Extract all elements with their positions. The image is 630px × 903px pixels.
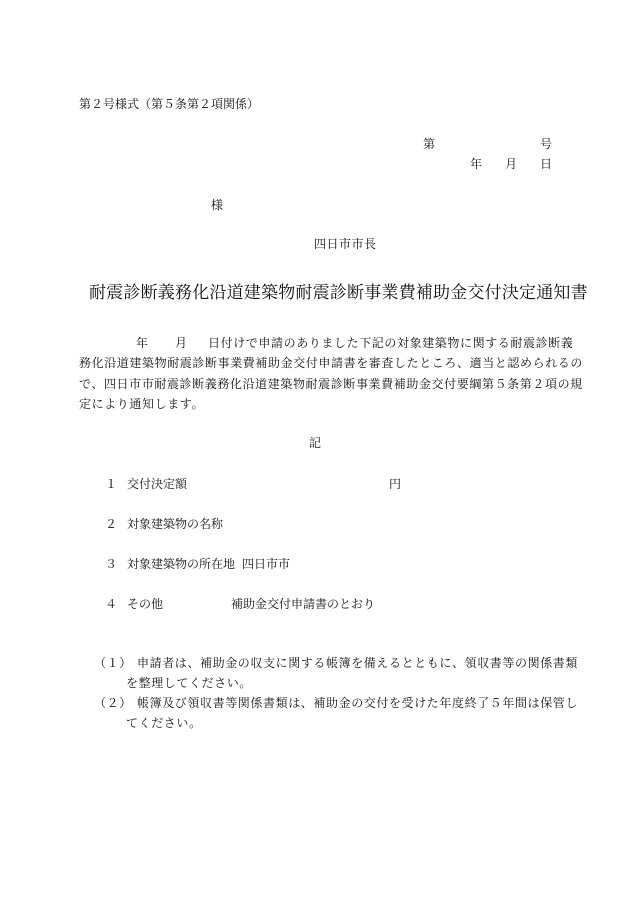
form-label: 第２号様式（第５条第２項関係） bbox=[79, 97, 260, 111]
number-suffix: 号 bbox=[540, 137, 553, 151]
item-number: ２ bbox=[105, 517, 118, 531]
body-month: 月 bbox=[175, 336, 188, 350]
body-line-4: 定により通知します。 bbox=[79, 397, 205, 411]
date-day: 日 bbox=[540, 157, 553, 171]
date-year: 年 bbox=[470, 157, 483, 171]
note-line: てください。 bbox=[126, 716, 202, 730]
item-number: ３ bbox=[105, 557, 118, 571]
body-year: 年 bbox=[136, 336, 149, 350]
item-unit: 円 bbox=[389, 477, 402, 491]
item-value: 補助金交付申請書のとおり bbox=[231, 597, 376, 611]
document-title: 耐震診断義務化沿道建築物耐震診断事業費補助金交付決定通知書 bbox=[89, 283, 588, 303]
item-label: 対象建築物の名称 bbox=[127, 517, 224, 531]
issuer: 四日市市長 bbox=[314, 237, 377, 251]
body-line-3: で、四日市市耐震診断義務化沿道建築物耐震診断事業費補助金交付要綱第５条第２項の規 bbox=[79, 377, 583, 391]
item-label: その他 bbox=[127, 597, 164, 611]
note-line: 申請者は、補助金の収支に関する帳簿を備えるとともに、領収書等の関係書類 bbox=[137, 656, 579, 670]
note-number: （２） bbox=[94, 696, 132, 710]
note-line: を整理してください。 bbox=[126, 676, 253, 690]
item-number: １ bbox=[105, 477, 118, 491]
note-line: 帳簿及び領収書等関係書類は、補助金の交付を受けた年度終了５年間は保管し bbox=[137, 696, 579, 710]
body-line-1: 日付けで申請のありました下記の対象建築物に関する耐震診断義 bbox=[208, 336, 574, 350]
item-value: 四日市市 bbox=[242, 557, 291, 571]
item-label: 対象建築物の所在地 bbox=[127, 557, 236, 571]
number-prefix: 第 bbox=[423, 137, 436, 151]
note-number: （１） bbox=[94, 656, 132, 670]
item-label: 交付決定額 bbox=[127, 477, 188, 491]
item-number: ４ bbox=[105, 597, 118, 611]
addressee-suffix: 様 bbox=[211, 198, 224, 212]
date-month: 月 bbox=[505, 157, 518, 171]
body-line-2: 務化沿道建築物耐震診断事業費補助金交付申請書を審査したところ、適当と認められるの bbox=[79, 356, 584, 370]
ki-heading: 記 bbox=[309, 436, 322, 450]
